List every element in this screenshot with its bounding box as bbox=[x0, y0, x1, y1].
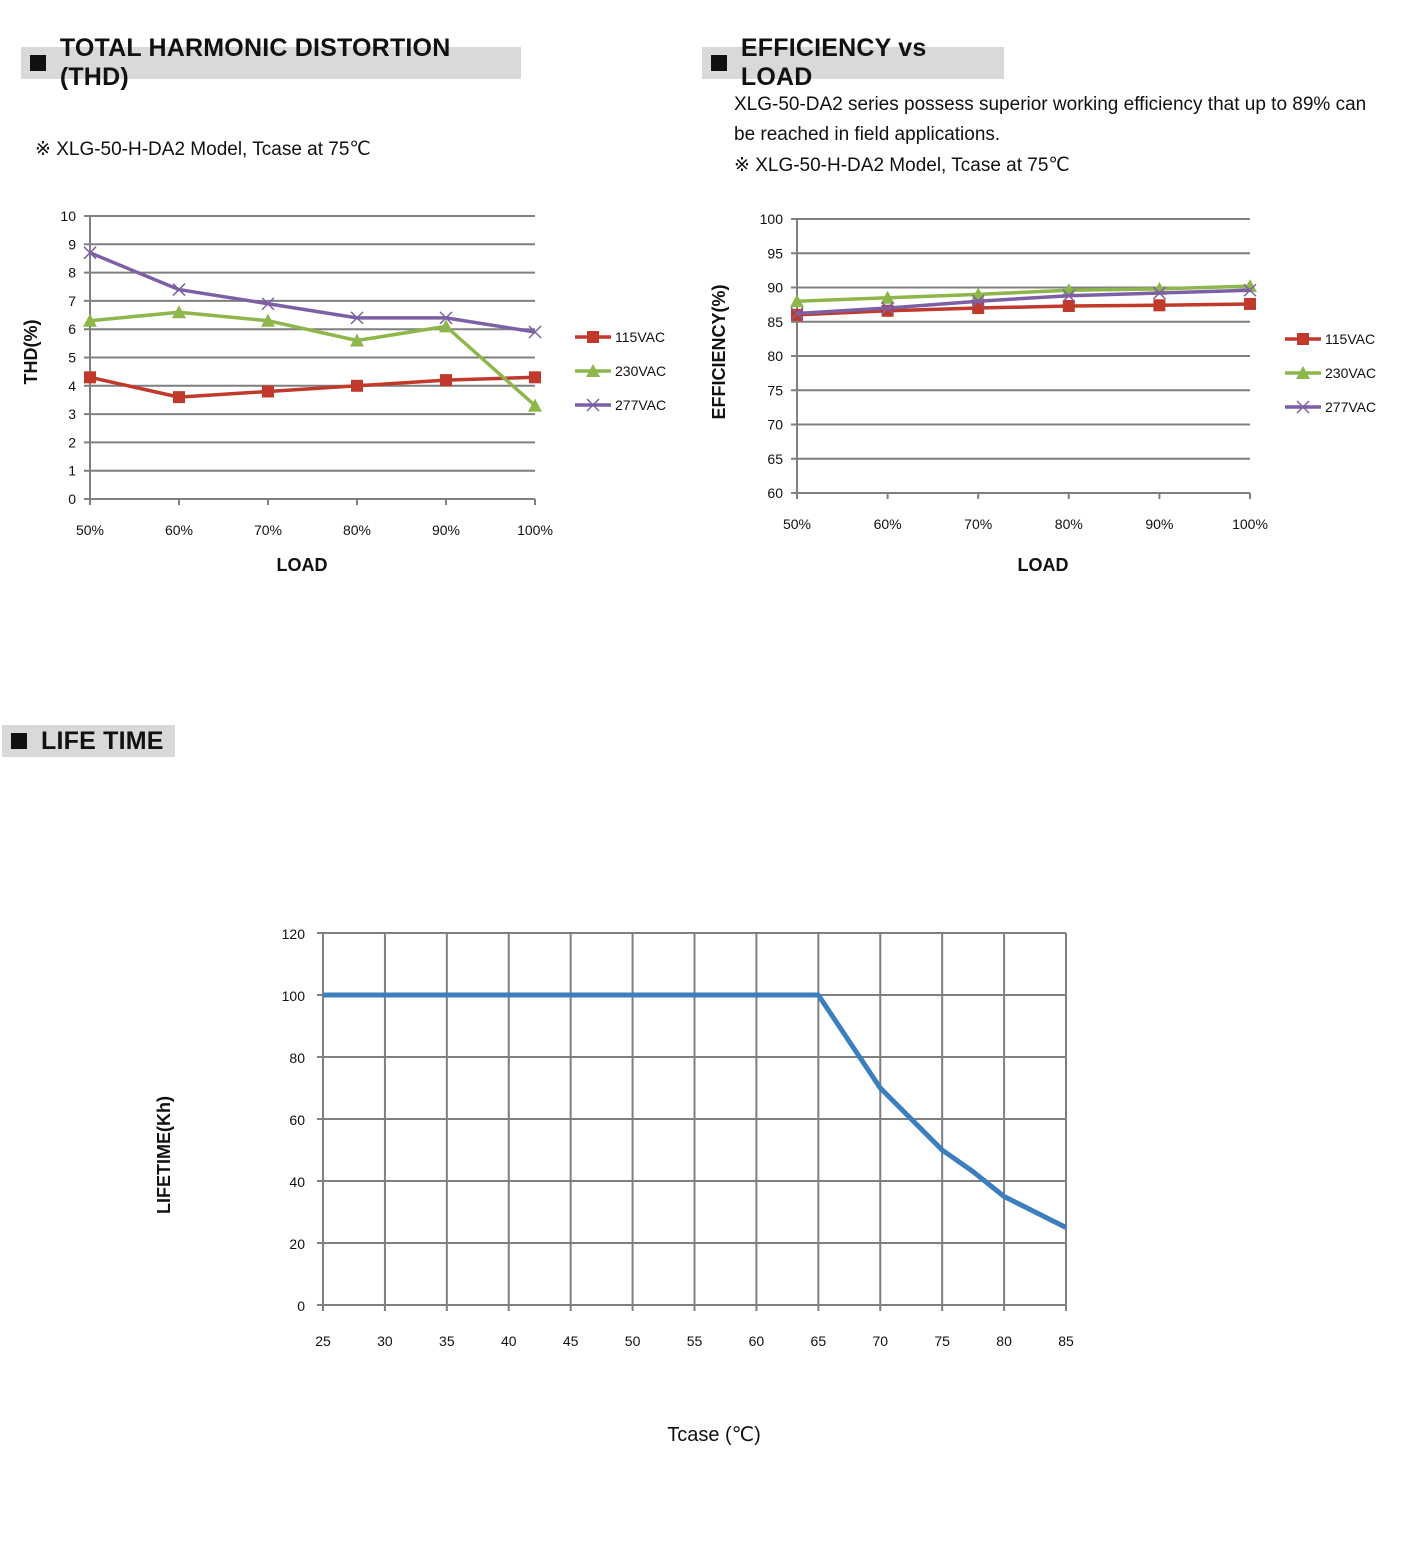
thd-legend-marker bbox=[587, 331, 599, 343]
thd-series-line-277VAC bbox=[90, 253, 535, 332]
thd-section-title: TOTAL HARMONIC DISTORTION (THD) bbox=[59, 34, 451, 91]
thd-series-line-115VAC bbox=[90, 377, 535, 397]
thd-x-axis-label: LOAD bbox=[276, 555, 328, 575]
life-section-title: LIFE TIME bbox=[41, 726, 164, 755]
life-xtick-label: 80 bbox=[996, 1333, 1012, 1349]
thd-ytick-label: 8 bbox=[68, 264, 76, 281]
thd-ytick-label: 3 bbox=[68, 406, 76, 423]
eff-section-title: EFFICIENCY vs LOAD bbox=[740, 34, 927, 91]
thd-ytick-label: 7 bbox=[68, 292, 76, 309]
thd-xtick-label: 80% bbox=[342, 522, 372, 538]
eff-note-line-1: XLG-50-DA2 series possess superior working efficiency that up to 89% can bbox=[734, 94, 1367, 115]
eff-xtick-label: 60% bbox=[873, 516, 902, 532]
life-xtick-label: 25 bbox=[315, 1333, 331, 1349]
eff-xtick-label: 80% bbox=[1054, 516, 1083, 532]
thd-legend-label: 115VAC bbox=[615, 329, 666, 345]
thd-ytick-label: 0 bbox=[68, 491, 76, 507]
eff-ytick-label: 75 bbox=[767, 382, 783, 399]
life-xtick-label: 35 bbox=[439, 1333, 455, 1349]
thd-data-point-115VAC bbox=[262, 385, 274, 397]
eff-xtick-label: 90% bbox=[1145, 516, 1174, 532]
thd-ytick-label: 10 bbox=[60, 208, 76, 224]
thd-data-point-115VAC bbox=[173, 391, 185, 403]
life-x-axis-label: Tcase (℃) bbox=[667, 1424, 761, 1446]
eff-ytick-label: 65 bbox=[767, 450, 783, 467]
thd-data-point-115VAC bbox=[529, 371, 541, 383]
eff-legend-label: 230VAC bbox=[1325, 365, 1377, 381]
life-xtick-label: 30 bbox=[377, 1333, 393, 1349]
thd-xtick-label: 60% bbox=[164, 522, 194, 538]
life-xtick-label: 55 bbox=[686, 1333, 703, 1349]
eff-ytick-label: 85 bbox=[767, 313, 783, 330]
eff-data-point-115VAC bbox=[1153, 299, 1165, 311]
life-xtick-label: 65 bbox=[810, 1333, 827, 1349]
thd-legend-label: 230VAC bbox=[615, 363, 667, 379]
eff-ytick-label: 100 bbox=[759, 211, 783, 227]
thd-data-point-115VAC bbox=[440, 374, 452, 386]
eff-legend-label: 277VAC bbox=[1325, 399, 1377, 415]
eff-xtick-label: 50% bbox=[782, 516, 812, 532]
life-ytick-label: 80 bbox=[289, 1050, 305, 1066]
eff-y-axis-label: EFFICIENCY(%) bbox=[709, 284, 729, 420]
thd-ytick-label: 4 bbox=[68, 377, 76, 394]
eff-ytick-label: 95 bbox=[767, 245, 783, 262]
life-xtick-label: 75 bbox=[934, 1333, 950, 1349]
life-ytick-label: 0 bbox=[297, 1298, 305, 1314]
life-xtick-label: 40 bbox=[500, 1333, 517, 1349]
thd-data-point-115VAC bbox=[351, 380, 363, 392]
eff-xtick-label: 70% bbox=[964, 516, 993, 532]
life-xtick-label: 70 bbox=[872, 1333, 889, 1349]
thd-xtick-label: 50% bbox=[75, 522, 105, 538]
life-ytick-label: 60 bbox=[289, 1112, 305, 1128]
thd-xtick-label: 90% bbox=[431, 522, 461, 538]
eff-data-point-115VAC bbox=[1063, 300, 1075, 312]
life-xtick-label: 85 bbox=[1058, 1333, 1074, 1349]
eff-legend-label: 115VAC bbox=[1325, 331, 1376, 347]
eff-data-point-115VAC bbox=[972, 302, 984, 314]
thd-ytick-label: 9 bbox=[68, 236, 76, 253]
thd-ytick-label: 2 bbox=[68, 434, 76, 451]
thd-ytick-label: 6 bbox=[68, 321, 76, 338]
thd-y-axis-label: THD(%) bbox=[21, 319, 41, 385]
eff-xtick-label: 100% bbox=[1232, 516, 1268, 532]
eff-note-line-2: be reached in field applications. bbox=[734, 124, 1001, 145]
thd-data-point-115VAC bbox=[84, 371, 96, 383]
thd-ytick-label: 1 bbox=[68, 462, 76, 479]
life-xtick-label: 45 bbox=[562, 1333, 579, 1349]
life-ytick-label: 40 bbox=[289, 1174, 305, 1190]
eff-x-axis-label: LOAD bbox=[1017, 555, 1069, 575]
life-ytick-label: 20 bbox=[289, 1236, 305, 1252]
life-xtick-label: 60 bbox=[748, 1333, 765, 1349]
eff-ytick-label: 80 bbox=[767, 348, 783, 364]
eff-ytick-label: 90 bbox=[767, 279, 783, 296]
thd-ytick-label: 5 bbox=[68, 349, 76, 366]
eff-note-line-3: ※ XLG-50-H-DA2 Model, Tcase at 75℃ bbox=[734, 155, 1070, 176]
life-y-axis-label: LIFETIME(Kh) bbox=[154, 1096, 174, 1214]
eff-data-point-115VAC bbox=[1244, 298, 1256, 310]
life-ytick-label: 100 bbox=[281, 988, 305, 1004]
eff-ytick-label: 70 bbox=[767, 416, 783, 433]
thd-legend-label: 277VAC bbox=[615, 397, 667, 413]
thd-xtick-label: 100% bbox=[517, 522, 553, 538]
life-xtick-label: 50 bbox=[624, 1333, 641, 1349]
life-ytick-label: 120 bbox=[281, 926, 305, 942]
thd-note: ※ XLG-50-H-DA2 Model, Tcase at 75℃ bbox=[35, 139, 371, 160]
eff-ytick-label: 60 bbox=[767, 485, 783, 501]
eff-legend-marker bbox=[1297, 333, 1309, 345]
thd-xtick-label: 70% bbox=[253, 522, 283, 538]
